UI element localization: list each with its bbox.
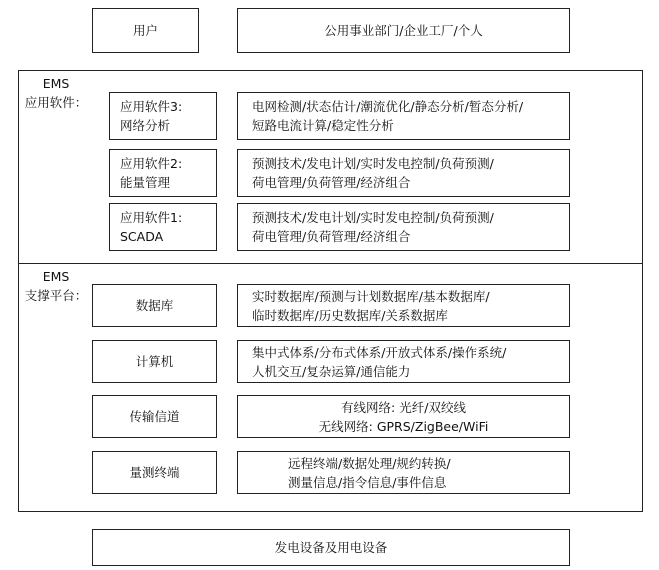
computer-desc-line1: 集中式体系/分布式体系/开放式体系/操作系统/ xyxy=(252,344,507,360)
ems-support-label xyxy=(20,267,92,305)
database-label: 数据库 xyxy=(135,298,174,313)
computer-desc-box xyxy=(237,340,570,383)
app2-desc-line2: 荷电管理/负荷管理/经济组合 xyxy=(252,175,411,190)
channel-box xyxy=(92,395,217,438)
ems-app-label-line1: EMS xyxy=(42,76,70,91)
terminal-desc-box xyxy=(237,451,570,494)
ems-support-label-line1: EMS xyxy=(42,269,70,284)
channel-desc-line2: 无线网络: GPRS/ZigBee/WiFi xyxy=(318,418,489,434)
terminal-label: 量测终端 xyxy=(129,465,180,480)
app3-desc-box xyxy=(237,92,570,140)
app3-name-box xyxy=(109,92,217,140)
app1-desc-box xyxy=(237,203,570,251)
app1-name-line2: SCADA xyxy=(120,229,164,244)
computer-desc-line2: 人机交互/复杂运算/通信能力 xyxy=(252,363,411,379)
terminal-desc-line2: 测量信息/指令信息/事件信息 xyxy=(288,474,447,490)
database-desc-line1: 实时数据库/预测与计划数据库/基本数据库/ xyxy=(252,288,490,304)
user-types-box xyxy=(237,8,570,53)
database-desc-box xyxy=(237,284,570,327)
app1-name-box xyxy=(109,203,217,251)
channel-label: 传输信道 xyxy=(129,409,180,424)
database-box xyxy=(92,284,217,327)
database-desc-line2: 临时数据库/历史数据库/关系数据库 xyxy=(252,307,448,323)
channel-desc-line1: 有线网络: 光纤/双绞线 xyxy=(341,399,466,415)
ems-app-label-line2: 应用软件： xyxy=(24,95,88,110)
terminal-box xyxy=(92,451,217,494)
computer-box xyxy=(92,340,217,383)
app2-desc-box xyxy=(237,149,570,197)
app2-name-line1: 应用软件2: xyxy=(120,156,183,171)
app2-name-line2: 能量管理 xyxy=(120,175,171,190)
user-types-text: 公用事业部门/企业工厂/个人 xyxy=(324,23,483,38)
app1-desc-line2: 荷电管理/负荷管理/经济组合 xyxy=(252,229,411,244)
user-box xyxy=(92,8,199,53)
equipment-box xyxy=(92,529,570,566)
section-divider xyxy=(18,263,643,264)
app3-desc-line1: 电网检测/状态估计/潮流优化/静态分析/暂态分析/ xyxy=(252,99,524,114)
computer-label: 计算机 xyxy=(135,354,174,369)
terminal-desc-line1: 远程终端/数据处理/规约转换/ xyxy=(288,455,451,471)
app1-name-line1: 应用软件1: xyxy=(120,210,183,225)
ems-app-label xyxy=(20,74,92,112)
app2-name-box xyxy=(109,149,217,197)
app3-name-line2: 网络分析 xyxy=(120,118,171,133)
app1-desc-line1: 预测技术/发电计划/实时发电控制/负荷预测/ xyxy=(252,210,494,225)
equipment-label: 发电设备及用电设备 xyxy=(274,540,388,555)
app3-name-line1: 应用软件3: xyxy=(120,99,183,114)
channel-desc-box xyxy=(237,395,570,438)
app2-desc-line1: 预测技术/发电计划/实时发电控制/负荷预测/ xyxy=(252,156,494,171)
ems-support-label-line2: 支撑平台： xyxy=(24,288,88,303)
user-label: 用户 xyxy=(132,23,158,38)
app3-desc-line2: 短路电流计算/稳定性分析 xyxy=(252,118,394,133)
